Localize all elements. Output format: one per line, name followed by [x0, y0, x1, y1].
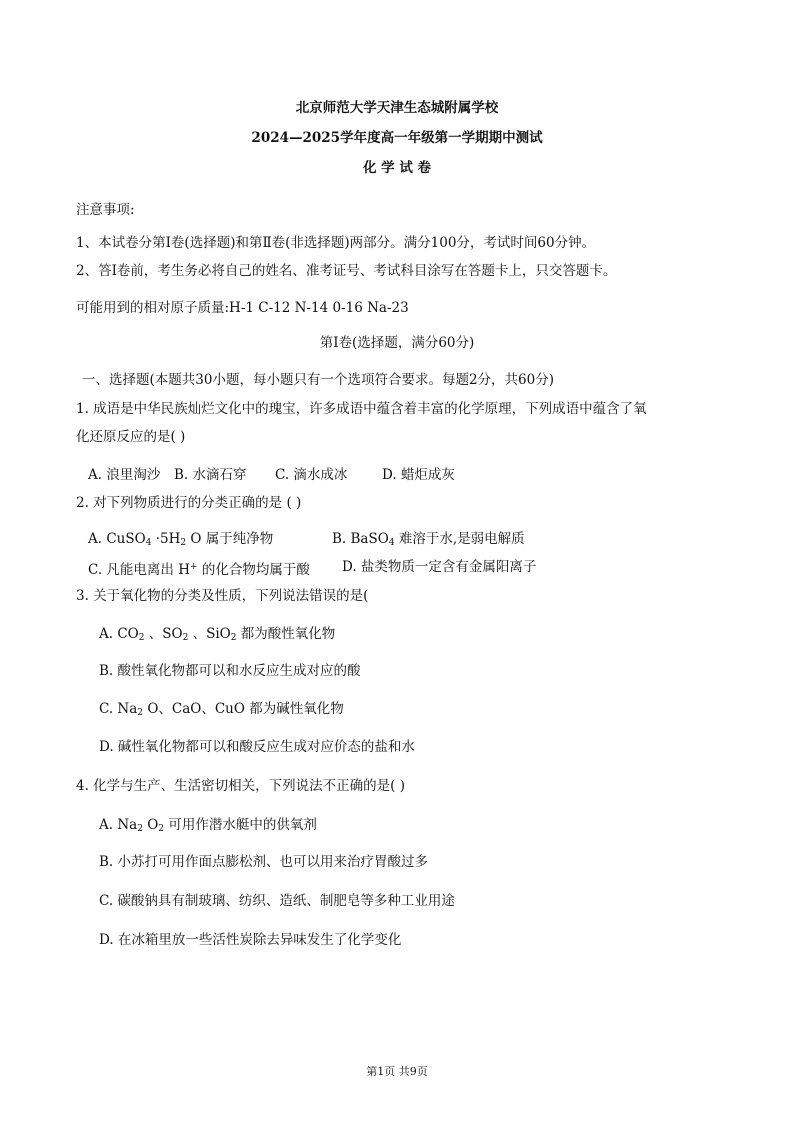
q2-option-b: B. BaSO$_4$ 难溶于水,是弱电解质: [332, 531, 525, 548]
q3-option-c: C. $Na_2$ O、CaO、CuO 都为碱性氧化物: [99, 701, 344, 718]
q4-stem: 4. 化学与生产、生活密切相关，下列说法不正确的是( ): [76, 778, 405, 794]
section-intro: 一、选择题(本题共30小题，每小题只有一个选项符合要求。每题2分，共60分): [82, 372, 554, 388]
exam-title: 2024—2025学年度高一年级第一学期期中测试: [251, 130, 543, 146]
section-title: 第Ⅰ卷(选择题，满分60分): [319, 335, 475, 351]
q1-stem-line2: 化还原反应的是( ): [76, 429, 186, 445]
q2-option-d: D. 盐类物质一定含有金属阳离子: [342, 559, 537, 575]
q1-option-a: A. 浪里淘沙: [88, 467, 161, 483]
q4-option-a: A. $Na_2$ $O_2$ 可用作潜水艇中的供氧剂: [99, 817, 317, 834]
q4-option-c: C. 碳酸钠具有制玻璃、纺织、造纸、制肥皂等多种工业用途: [99, 893, 455, 909]
notes-item-1: 1、本试卷分第Ⅰ卷(选择题)和第Ⅱ卷(非选择题)两部分。满分100分，考试时间60分钟。: [76, 235, 596, 251]
page-number: 第1页 共9页: [366, 1065, 428, 1078]
q1-option-d: D. 蜡炬成灰: [382, 467, 455, 483]
q3-option-d: D. 碱性氧化物都可以和酸反应生成对应价态的盐和水: [99, 739, 415, 755]
school-name: 北京师范大学天津生态城附属学校: [295, 100, 499, 116]
notes-title: 注意事项:: [76, 202, 135, 218]
atomic-masses: 可能用到的相对原子质量:H-1 C-12 N-14 0-16 Na-23: [76, 300, 409, 316]
q4-option-d: D. 在冰箱里放一些活性炭除去异味发生了化学变化: [99, 932, 402, 948]
q3-option-a: A. $CO_2$ 、$SO_2$ 、SiO$_2$ 都为酸性氧化物: [99, 626, 336, 643]
q1-option-c: C. 滴水成冰: [275, 467, 348, 483]
subject-title: 化 学 试 卷: [362, 160, 432, 176]
q4-option-b: B. 小苏打可用作面点膨松剂、也可以用来治疗胃酸过多: [99, 854, 429, 870]
q2-option-c: C. 凡能电离出 H+ 的化合物均属于酸: [88, 562, 310, 578]
q3-option-b: B. 酸性氧化物都可以和水反应生成对应的酸: [99, 663, 361, 679]
q1-option-b: B. 水滴石穿: [174, 467, 247, 483]
q1-stem-line1: 1. 成语是中华民族灿烂文化中的瑰宝，许多成语中蕴含着丰富的化学原理，下列成语中蕴含了氧: [76, 401, 647, 417]
q2-option-a: A. CuSO$_4$ $\cdot 5H_2$ O 属于纯净物: [88, 531, 274, 548]
q3-stem: 3. 关于氧化物的分类及性质，下列说法错误的是(: [76, 588, 369, 604]
q2-stem: 2. 对下列物质进行的分类正确的是 ( ): [76, 495, 302, 511]
notes-item-2: 2、答Ⅰ卷前，考生务必将自己的姓名、准考证号、考试科目涂写在答题卡上，只交答题卡。: [76, 263, 617, 279]
